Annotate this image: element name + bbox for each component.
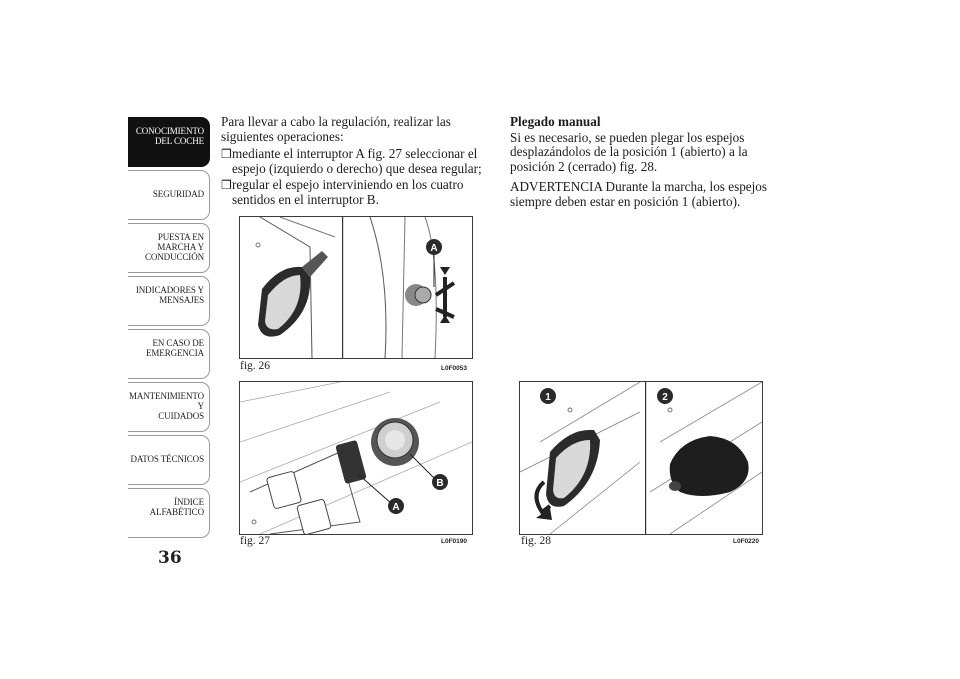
figure-caption: fig. 28	[521, 535, 552, 547]
tab-indice-alfabetico[interactable]	[128, 488, 210, 538]
bullet-text: mediante el interruptor A fig. 27 seleccionar el espejo (izquierdo o derecho) que desea regular;	[232, 146, 482, 176]
warning-paragraph: ADVERTENCIA Durante la marcha, los espejos siempre deben estar en posición 1 (abierto).	[510, 179, 768, 209]
tab-label: SEGURIDAD	[152, 189, 204, 199]
figure-26	[239, 216, 473, 359]
figure-caption: fig. 27	[240, 535, 271, 547]
tab-label: CONOCIMIENTO DEL COCHE	[135, 126, 204, 146]
label-1: 1	[545, 392, 551, 403]
intro-paragraph: Para llevar a cabo la regulación, realizar las siguientes operaciones:	[221, 114, 451, 144]
figure-caption: fig. 26	[240, 360, 271, 372]
figure-code: L0F0053	[441, 365, 468, 372]
tab-label: EN CASO DE EMERGENCIA	[146, 338, 204, 358]
tab-label: PUESTA EN MARCHA Y CONDUCCIÓN	[144, 232, 204, 262]
tab-label: INDICADORES Y MENSAJES	[135, 285, 204, 305]
section-heading: Plegado manual	[510, 114, 601, 129]
list-item	[221, 147, 491, 176]
label-2: 2	[662, 392, 668, 403]
tab-puesta-en-marcha[interactable]	[128, 223, 210, 273]
tab-conocimiento-del-coche[interactable]	[128, 117, 210, 167]
switch-panel-illustration	[240, 382, 472, 534]
label-a: A	[392, 502, 400, 513]
tab-label: ÍNDICE ALFABÉTICO	[149, 497, 204, 517]
tab-label: MANTENIMIENTO Y CUIDADOS	[128, 391, 204, 421]
tab-label: DATOS TÉCNICOS	[130, 454, 204, 464]
label-a: A	[430, 243, 438, 254]
figure-code: L0F0190	[441, 538, 468, 545]
tab-datos-tecnicos[interactable]	[128, 435, 210, 485]
tab-en-caso-de-emergencia[interactable]	[128, 329, 210, 379]
tab-mantenimiento[interactable]	[128, 382, 210, 432]
tab-indicadores[interactable]	[128, 276, 210, 326]
figure-28	[519, 381, 763, 535]
list-item	[221, 178, 491, 207]
mirror-folding-illustration	[520, 382, 762, 534]
checkbox-bullet-icon: ❒	[221, 178, 232, 192]
figure-code: L0F0220	[733, 538, 760, 545]
label-b: B	[436, 478, 444, 489]
column-left	[221, 115, 491, 209]
bullet-text: regular el espejo interviniendo en los cuatro sentidos en el interruptor B.	[232, 177, 464, 207]
figure-27	[239, 381, 473, 535]
checkbox-bullet-icon: ❒	[221, 147, 232, 161]
page-number: 36	[158, 548, 182, 568]
mirror-adjust-illustration	[240, 217, 472, 358]
paragraph: Si es necesario, se pueden plegar los espejos desplazándolos de la posición 1 (abierto) a la posición 2 (cerrado) fig. 28.	[510, 129, 748, 174]
column-right	[510, 115, 780, 212]
tab-seguridad[interactable]	[128, 170, 210, 220]
